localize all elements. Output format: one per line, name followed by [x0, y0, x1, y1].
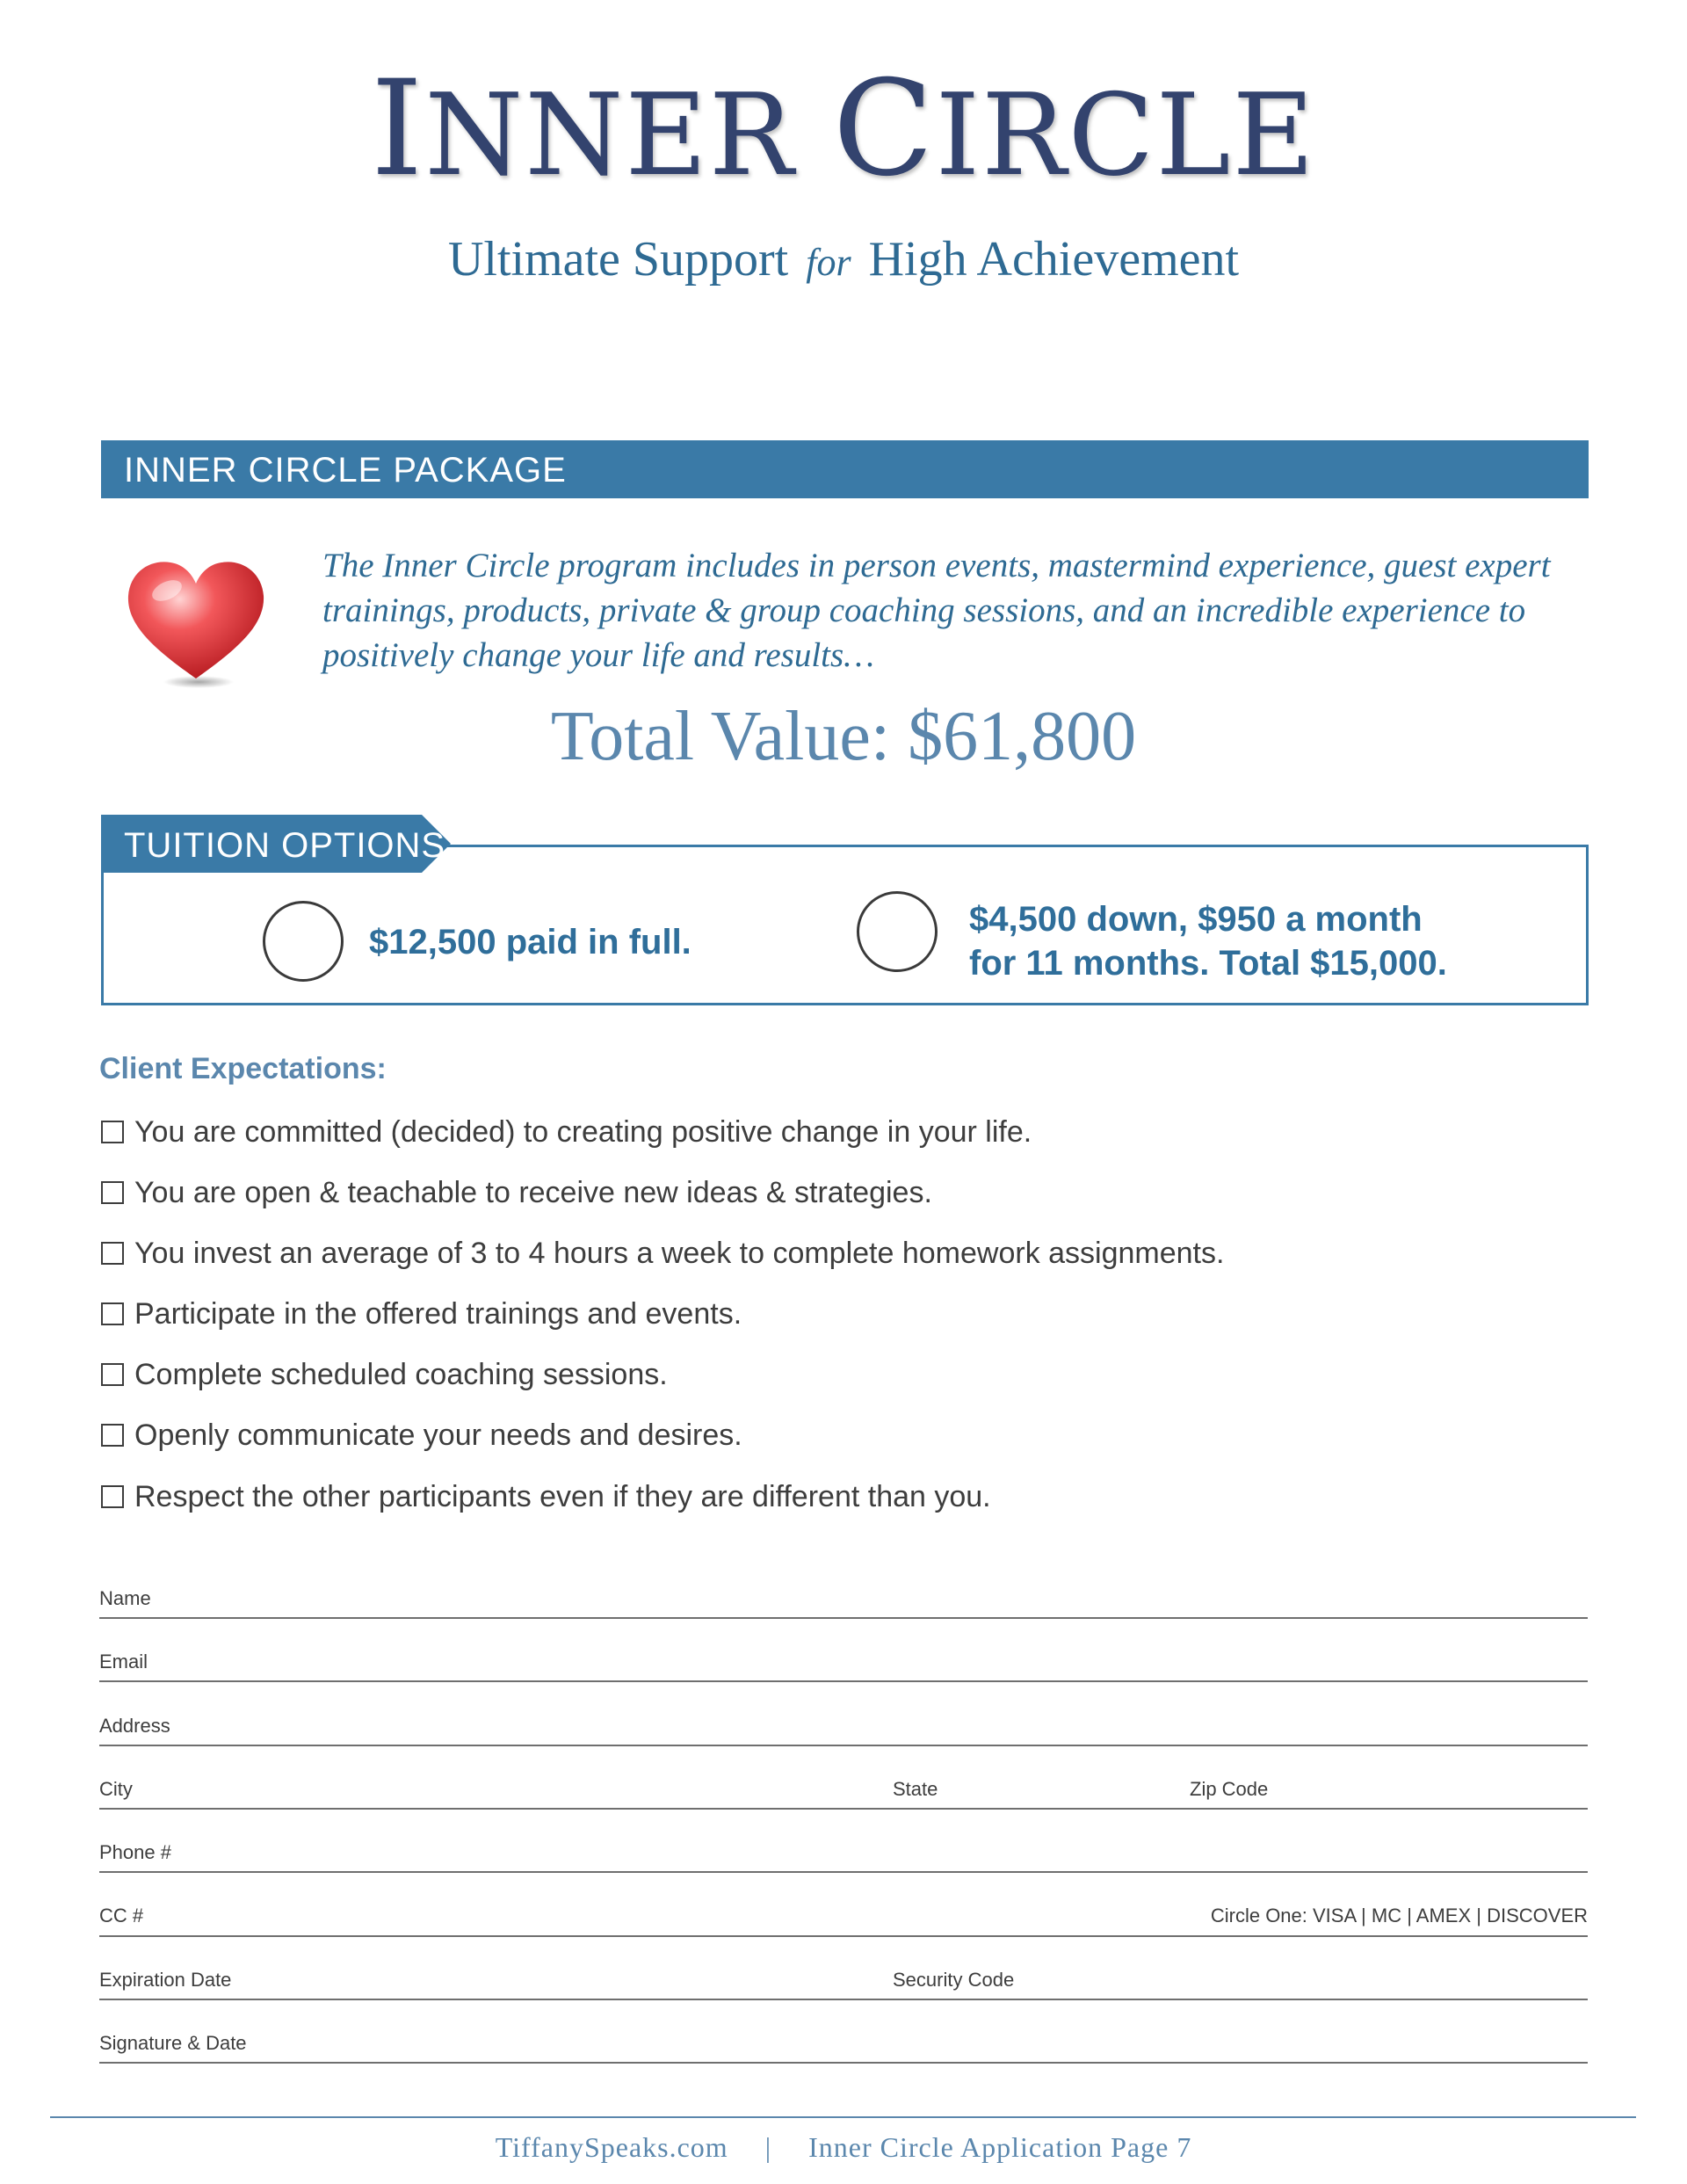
phone-field[interactable]	[99, 1871, 1588, 1873]
checkbox[interactable]	[101, 1302, 124, 1325]
expectation-item: You are open & teachable to receive new ideas & strategies.	[101, 1175, 932, 1210]
page-subtitle: Ultimate Support for High Achievement	[447, 232, 1240, 287]
expectation-item: Complete scheduled coaching sessions.	[101, 1357, 668, 1392]
footer-divider	[50, 2116, 1636, 2118]
expectation-item: You invest an average of 3 to 4 hours a week to complete homework assignments.	[101, 1236, 1224, 1271]
option2-label: $4,500 down, $950 a month for 11 months. Total $15,000.	[969, 900, 1447, 983]
phone-field-label: Phone #	[99, 1841, 171, 1863]
tuition-section-label: TUITION OPTIONS	[124, 826, 446, 865]
option2-radio[interactable]	[857, 891, 938, 972]
checkbox[interactable]	[101, 1363, 124, 1386]
package-section-bar	[101, 440, 1589, 498]
checkbox[interactable]	[101, 1181, 124, 1204]
name-field[interactable]	[99, 1617, 1588, 1619]
city-field-label: City	[99, 1778, 133, 1800]
security-field-label: Security Code	[893, 1969, 1015, 1991]
cc-field-label: CC #	[99, 1905, 144, 1926]
expiration-security-field[interactable]	[99, 1999, 1588, 2000]
city-state-zip-field[interactable]	[99, 1808, 1588, 1810]
expectation-item: Respect the other participants even if they are different than you.	[101, 1479, 991, 1514]
checkbox[interactable]	[101, 1424, 124, 1447]
total-value: Total Value: $61,800	[550, 698, 1137, 775]
expectations-heading: Client Expectations:	[99, 1052, 387, 1085]
name-field-label: Name	[99, 1587, 151, 1609]
footer-site: TiffanySpeaks.com	[495, 2131, 728, 2163]
footer-page: Inner Circle Application Page 7	[808, 2131, 1192, 2163]
checkbox[interactable]	[101, 1242, 124, 1265]
checkbox[interactable]	[101, 1485, 124, 1508]
cc-field[interactable]	[99, 1935, 1588, 1937]
checkbox[interactable]	[101, 1121, 124, 1143]
expectation-item: Openly communicate your needs and desires.	[101, 1418, 742, 1453]
option1-radio[interactable]	[263, 901, 344, 982]
heart-icon	[121, 554, 271, 694]
address-field[interactable]	[99, 1745, 1588, 1746]
package-description: The Inner Circle program includes in person events, mastermind experience, guest expert trainings, products, private & group coaching sessions, and an incredible experience to positively change your life and results…	[322, 547, 1551, 674]
expectation-item: You are committed (decided) to creating positive change in your life.	[101, 1114, 1032, 1150]
footer: TiffanySpeaks.com | Inner Circle Application Page 7	[495, 2131, 1192, 2163]
card-type-options[interactable]: Circle One: VISA | MC | AMEX | DISCOVER	[1210, 1905, 1588, 1926]
signature-field[interactable]	[99, 2062, 1588, 2064]
package-section-label: INNER CIRCLE PACKAGE	[124, 451, 567, 490]
page-title: INNER CIRCLE	[371, 53, 1316, 206]
address-field-label: Address	[99, 1715, 170, 1737]
signature-field-label: Signature & Date	[99, 2032, 247, 2054]
state-field-label: State	[893, 1778, 938, 1800]
expiration-field-label: Expiration Date	[99, 1969, 232, 1991]
email-field-label: Email	[99, 1651, 148, 1672]
option1-label: $12,500 paid in full.	[369, 923, 691, 961]
expectation-item: Participate in the offered trainings and events.	[101, 1296, 742, 1331]
zip-field-label: Zip Code	[1190, 1778, 1269, 1800]
email-field[interactable]	[99, 1680, 1588, 1682]
